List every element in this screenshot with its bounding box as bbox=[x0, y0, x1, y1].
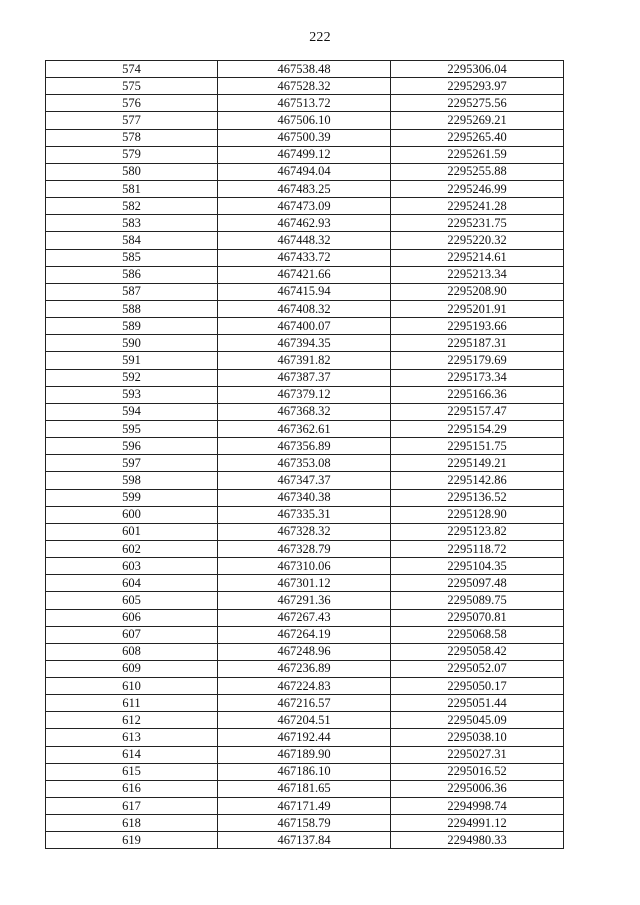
table-row bbox=[46, 386, 564, 403]
x-coordinate-cell: 467310.06 bbox=[218, 558, 391, 575]
table-row bbox=[46, 438, 564, 455]
point-number-cell: 574 bbox=[46, 61, 218, 78]
x-coordinate-cell: 467171.49 bbox=[218, 798, 391, 815]
x-coordinate-cell: 467433.72 bbox=[218, 249, 391, 266]
table-row bbox=[46, 129, 564, 146]
point-number-cell: 580 bbox=[46, 163, 218, 180]
point-number-cell: 616 bbox=[46, 780, 218, 797]
table-row bbox=[46, 575, 564, 592]
x-coordinate-cell: 467368.32 bbox=[218, 403, 391, 420]
table-row bbox=[46, 78, 564, 95]
y-coordinate-cell: 2295201.91 bbox=[391, 300, 564, 317]
x-coordinate-cell: 467473.09 bbox=[218, 198, 391, 215]
y-coordinate-cell: 2295231.75 bbox=[391, 215, 564, 232]
point-number-cell: 579 bbox=[46, 146, 218, 163]
x-coordinate-cell: 467236.89 bbox=[218, 660, 391, 677]
table-row bbox=[46, 729, 564, 746]
table-row bbox=[46, 232, 564, 249]
point-number-cell: 599 bbox=[46, 489, 218, 506]
point-number-cell: 591 bbox=[46, 352, 218, 369]
x-coordinate-cell: 467538.48 bbox=[218, 61, 391, 78]
y-coordinate-cell: 2295154.29 bbox=[391, 420, 564, 437]
x-coordinate-cell: 467301.12 bbox=[218, 575, 391, 592]
y-coordinate-cell: 2295051.44 bbox=[391, 695, 564, 712]
table-row bbox=[46, 678, 564, 695]
point-number-cell: 575 bbox=[46, 78, 218, 95]
x-coordinate-cell: 467192.44 bbox=[218, 729, 391, 746]
y-coordinate-cell: 2295193.66 bbox=[391, 318, 564, 335]
y-coordinate-cell: 2294998.74 bbox=[391, 798, 564, 815]
y-coordinate-cell: 2295089.75 bbox=[391, 592, 564, 609]
table-row bbox=[46, 283, 564, 300]
table-row bbox=[46, 180, 564, 197]
y-coordinate-cell: 2295255.88 bbox=[391, 163, 564, 180]
point-number-cell: 595 bbox=[46, 420, 218, 437]
y-coordinate-cell: 2295097.48 bbox=[391, 575, 564, 592]
point-number-cell: 607 bbox=[46, 626, 218, 643]
table-row bbox=[46, 763, 564, 780]
point-number-cell: 593 bbox=[46, 386, 218, 403]
y-coordinate-cell: 2295275.56 bbox=[391, 95, 564, 112]
point-number-cell: 589 bbox=[46, 318, 218, 335]
x-coordinate-cell: 467421.66 bbox=[218, 266, 391, 283]
y-coordinate-cell: 2295070.81 bbox=[391, 609, 564, 626]
x-coordinate-cell: 467328.79 bbox=[218, 540, 391, 557]
x-coordinate-cell: 467248.96 bbox=[218, 643, 391, 660]
point-number-cell: 617 bbox=[46, 798, 218, 815]
point-number-cell: 598 bbox=[46, 472, 218, 489]
x-coordinate-cell: 467335.31 bbox=[218, 506, 391, 523]
y-coordinate-cell: 2295123.82 bbox=[391, 523, 564, 540]
table-row bbox=[46, 112, 564, 129]
y-coordinate-cell: 2295214.61 bbox=[391, 249, 564, 266]
table-row bbox=[46, 746, 564, 763]
y-coordinate-cell: 2295187.31 bbox=[391, 335, 564, 352]
y-coordinate-cell: 2295261.59 bbox=[391, 146, 564, 163]
point-number-cell: 590 bbox=[46, 335, 218, 352]
y-coordinate-cell: 2295045.09 bbox=[391, 712, 564, 729]
y-coordinate-cell: 2295142.86 bbox=[391, 472, 564, 489]
y-coordinate-cell: 2295027.31 bbox=[391, 746, 564, 763]
y-coordinate-cell: 2295269.21 bbox=[391, 112, 564, 129]
y-coordinate-cell: 2295166.36 bbox=[391, 386, 564, 403]
x-coordinate-cell: 467415.94 bbox=[218, 283, 391, 300]
point-number-cell: 609 bbox=[46, 660, 218, 677]
x-coordinate-cell: 467137.84 bbox=[218, 832, 391, 849]
table-row bbox=[46, 455, 564, 472]
y-coordinate-cell: 2295052.07 bbox=[391, 660, 564, 677]
y-coordinate-cell: 2295306.04 bbox=[391, 61, 564, 78]
point-number-cell: 608 bbox=[46, 643, 218, 660]
y-coordinate-cell: 2295058.42 bbox=[391, 643, 564, 660]
y-coordinate-cell: 2295149.21 bbox=[391, 455, 564, 472]
table-row bbox=[46, 626, 564, 643]
table-row bbox=[46, 643, 564, 660]
point-number-cell: 612 bbox=[46, 712, 218, 729]
table-row bbox=[46, 592, 564, 609]
x-coordinate-cell: 467347.37 bbox=[218, 472, 391, 489]
table-row bbox=[46, 660, 564, 677]
table-row bbox=[46, 609, 564, 626]
y-coordinate-cell: 2295136.52 bbox=[391, 489, 564, 506]
y-coordinate-cell: 2295118.72 bbox=[391, 540, 564, 557]
y-coordinate-cell: 2295050.17 bbox=[391, 678, 564, 695]
point-number-cell: 610 bbox=[46, 678, 218, 695]
point-number-cell: 594 bbox=[46, 403, 218, 420]
x-coordinate-cell: 467362.61 bbox=[218, 420, 391, 437]
x-coordinate-cell: 467379.12 bbox=[218, 386, 391, 403]
y-coordinate-cell: 2295068.58 bbox=[391, 626, 564, 643]
table-row bbox=[46, 215, 564, 232]
table-row bbox=[46, 146, 564, 163]
point-number-cell: 604 bbox=[46, 575, 218, 592]
x-coordinate-cell: 467528.32 bbox=[218, 78, 391, 95]
y-coordinate-cell: 2295016.52 bbox=[391, 763, 564, 780]
x-coordinate-cell: 467394.35 bbox=[218, 335, 391, 352]
x-coordinate-cell: 467483.25 bbox=[218, 180, 391, 197]
x-coordinate-cell: 467186.10 bbox=[218, 763, 391, 780]
x-coordinate-cell: 467506.10 bbox=[218, 112, 391, 129]
table-row bbox=[46, 420, 564, 437]
x-coordinate-cell: 467216.57 bbox=[218, 695, 391, 712]
y-coordinate-cell: 2295179.69 bbox=[391, 352, 564, 369]
point-number-cell: 577 bbox=[46, 112, 218, 129]
table-row bbox=[46, 506, 564, 523]
table-row bbox=[46, 712, 564, 729]
y-coordinate-cell: 2295293.97 bbox=[391, 78, 564, 95]
point-number-cell: 585 bbox=[46, 249, 218, 266]
table-row bbox=[46, 832, 564, 849]
y-coordinate-cell: 2295220.32 bbox=[391, 232, 564, 249]
table-row bbox=[46, 198, 564, 215]
table-row bbox=[46, 163, 564, 180]
point-number-cell: 603 bbox=[46, 558, 218, 575]
table-row bbox=[46, 352, 564, 369]
x-coordinate-cell: 467353.08 bbox=[218, 455, 391, 472]
y-coordinate-cell: 2295208.90 bbox=[391, 283, 564, 300]
point-number-cell: 588 bbox=[46, 300, 218, 317]
y-coordinate-cell: 2295128.90 bbox=[391, 506, 564, 523]
table-row bbox=[46, 95, 564, 112]
point-number-cell: 605 bbox=[46, 592, 218, 609]
table-row bbox=[46, 369, 564, 386]
table-row bbox=[46, 540, 564, 557]
y-coordinate-cell: 2295213.34 bbox=[391, 266, 564, 283]
point-number-cell: 596 bbox=[46, 438, 218, 455]
y-coordinate-cell: 2295157.47 bbox=[391, 403, 564, 420]
table-row bbox=[46, 472, 564, 489]
y-coordinate-cell: 2295241.28 bbox=[391, 198, 564, 215]
table-row bbox=[46, 249, 564, 266]
x-coordinate-cell: 467291.36 bbox=[218, 592, 391, 609]
x-coordinate-cell: 467513.72 bbox=[218, 95, 391, 112]
x-coordinate-cell: 467340.38 bbox=[218, 489, 391, 506]
y-coordinate-cell: 2295104.35 bbox=[391, 558, 564, 575]
table-row bbox=[46, 318, 564, 335]
x-coordinate-cell: 467181.65 bbox=[218, 780, 391, 797]
x-coordinate-cell: 467462.93 bbox=[218, 215, 391, 232]
point-number-cell: 587 bbox=[46, 283, 218, 300]
table-row bbox=[46, 695, 564, 712]
point-number-cell: 606 bbox=[46, 609, 218, 626]
x-coordinate-cell: 467158.79 bbox=[218, 815, 391, 832]
coordinates-table-body bbox=[46, 61, 564, 849]
point-number-cell: 581 bbox=[46, 180, 218, 197]
point-number-cell: 611 bbox=[46, 695, 218, 712]
x-coordinate-cell: 467499.12 bbox=[218, 146, 391, 163]
x-coordinate-cell: 467328.32 bbox=[218, 523, 391, 540]
x-coordinate-cell: 467387.37 bbox=[218, 369, 391, 386]
table-row bbox=[46, 780, 564, 797]
point-number-cell: 601 bbox=[46, 523, 218, 540]
y-coordinate-cell: 2295173.34 bbox=[391, 369, 564, 386]
table-row bbox=[46, 798, 564, 815]
y-coordinate-cell: 2295246.99 bbox=[391, 180, 564, 197]
x-coordinate-cell: 467264.19 bbox=[218, 626, 391, 643]
point-number-cell: 582 bbox=[46, 198, 218, 215]
point-number-cell: 584 bbox=[46, 232, 218, 249]
y-coordinate-cell: 2295038.10 bbox=[391, 729, 564, 746]
point-number-cell: 586 bbox=[46, 266, 218, 283]
table-row bbox=[46, 300, 564, 317]
point-number-cell: 578 bbox=[46, 129, 218, 146]
table-row bbox=[46, 489, 564, 506]
point-number-cell: 615 bbox=[46, 763, 218, 780]
point-number-cell: 618 bbox=[46, 815, 218, 832]
x-coordinate-cell: 467500.39 bbox=[218, 129, 391, 146]
y-coordinate-cell: 2294991.12 bbox=[391, 815, 564, 832]
point-number-cell: 576 bbox=[46, 95, 218, 112]
table-row bbox=[46, 403, 564, 420]
y-coordinate-cell: 2295006.36 bbox=[391, 780, 564, 797]
point-number-cell: 597 bbox=[46, 455, 218, 472]
point-number-cell: 613 bbox=[46, 729, 218, 746]
y-coordinate-cell: 2295151.75 bbox=[391, 438, 564, 455]
x-coordinate-cell: 467204.51 bbox=[218, 712, 391, 729]
coordinates-table bbox=[45, 60, 564, 849]
point-number-cell: 592 bbox=[46, 369, 218, 386]
point-number-cell: 602 bbox=[46, 540, 218, 557]
page-number: 222 bbox=[309, 30, 331, 45]
point-number-cell: 600 bbox=[46, 506, 218, 523]
x-coordinate-cell: 467224.83 bbox=[218, 678, 391, 695]
x-coordinate-cell: 467400.07 bbox=[218, 318, 391, 335]
x-coordinate-cell: 467189.90 bbox=[218, 746, 391, 763]
y-coordinate-cell: 2294980.33 bbox=[391, 832, 564, 849]
point-number-cell: 619 bbox=[46, 832, 218, 849]
point-number-cell: 614 bbox=[46, 746, 218, 763]
x-coordinate-cell: 467391.82 bbox=[218, 352, 391, 369]
x-coordinate-cell: 467356.89 bbox=[218, 438, 391, 455]
x-coordinate-cell: 467448.32 bbox=[218, 232, 391, 249]
x-coordinate-cell: 467494.04 bbox=[218, 163, 391, 180]
point-number-cell: 583 bbox=[46, 215, 218, 232]
table-row bbox=[46, 335, 564, 352]
table-row bbox=[46, 266, 564, 283]
x-coordinate-cell: 467408.32 bbox=[218, 300, 391, 317]
table-row bbox=[46, 558, 564, 575]
x-coordinate-cell: 467267.43 bbox=[218, 609, 391, 626]
table-row bbox=[46, 61, 564, 78]
table-row bbox=[46, 815, 564, 832]
table-row bbox=[46, 523, 564, 540]
y-coordinate-cell: 2295265.40 bbox=[391, 129, 564, 146]
